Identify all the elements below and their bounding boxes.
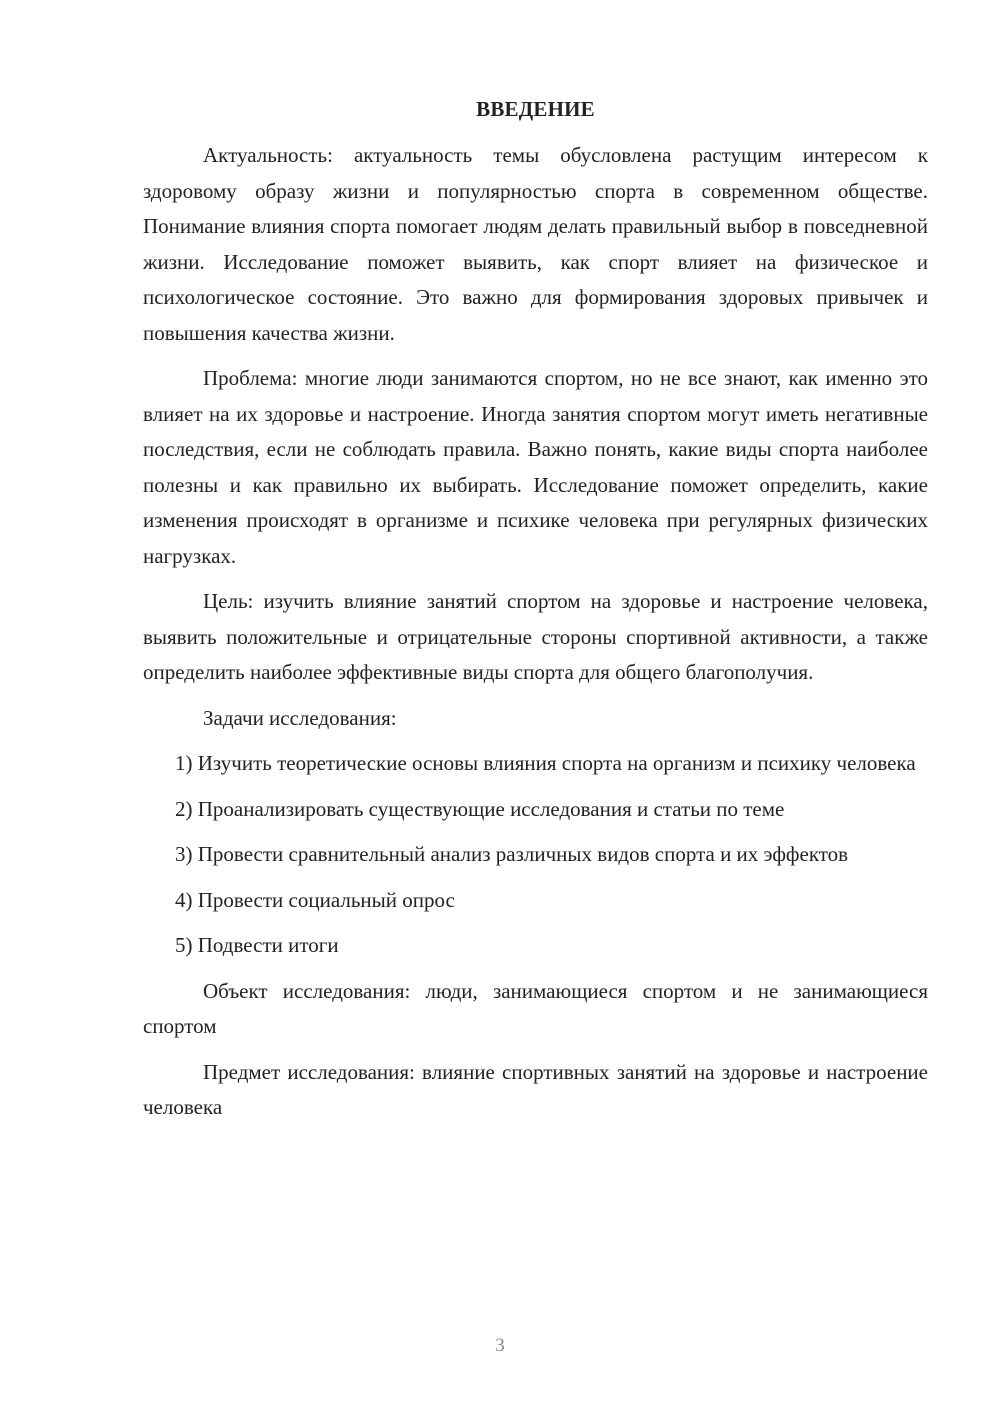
paragraph-relevance: Актуальность: актуальность темы обусловлена растущим интересом к здоровому образу жизни и популярностью спорта в современном обществе. Понимание влияния спорта помогает людям делать правильный выбор в повседневной жизни. Исследование поможет выявить, как спорт влияет на физическое и психологическое состояние. Это важно для формирования здоровых привычек и повышения качества жизни. xyxy=(143,143,928,345)
section-title: ВВЕДЕНИЕ xyxy=(476,97,595,121)
paragraph-tasks-heading: Задачи исследования: xyxy=(203,705,397,730)
page-number: 3 xyxy=(495,1335,505,1356)
task-item-2: 2) Проанализировать существующие исследования и статьи по теме xyxy=(175,796,785,821)
paragraph-goal: Цель: изучить влияние занятий спортом на здоровье и настроение человека, выявить положительные и отрицательные стороны спортивной активности, а также определить наиболее эффективные виды спорта для общего благополучия. xyxy=(143,589,928,684)
paragraph-problem: Проблема: многие люди занимаются спортом, но не все знают, как именно это влияет на их здоровье и настроение. Иногда занятия спортом могут иметь негативные последствия, если не соблюдать правила. Важно понять, какие виды спорта наиболее полезны и как правильно их выбирать. Исследование поможет определить, какие изменения происходят в организме и психике человека при регулярных физических нагрузках. xyxy=(143,366,928,568)
task-item-4: 4) Провести социальный опрос xyxy=(175,887,455,912)
task-item-1: 1) Изучить теоретические основы влияния спорта на организм и психику человека xyxy=(175,751,916,775)
task-item-5: 5) Подвести итоги xyxy=(175,933,339,957)
paragraph-object: Объект исследования: люди, занимающиеся спортом и не занимающиеся спортом xyxy=(143,978,928,1038)
paragraph-subject: Предмет исследования: влияние спортивных занятий на здоровье и настроение человека xyxy=(143,1059,928,1119)
task-item-3: 3) Провести сравнительный анализ различных видов спорта и их эффектов xyxy=(175,842,849,866)
document-page xyxy=(143,94,928,1136)
